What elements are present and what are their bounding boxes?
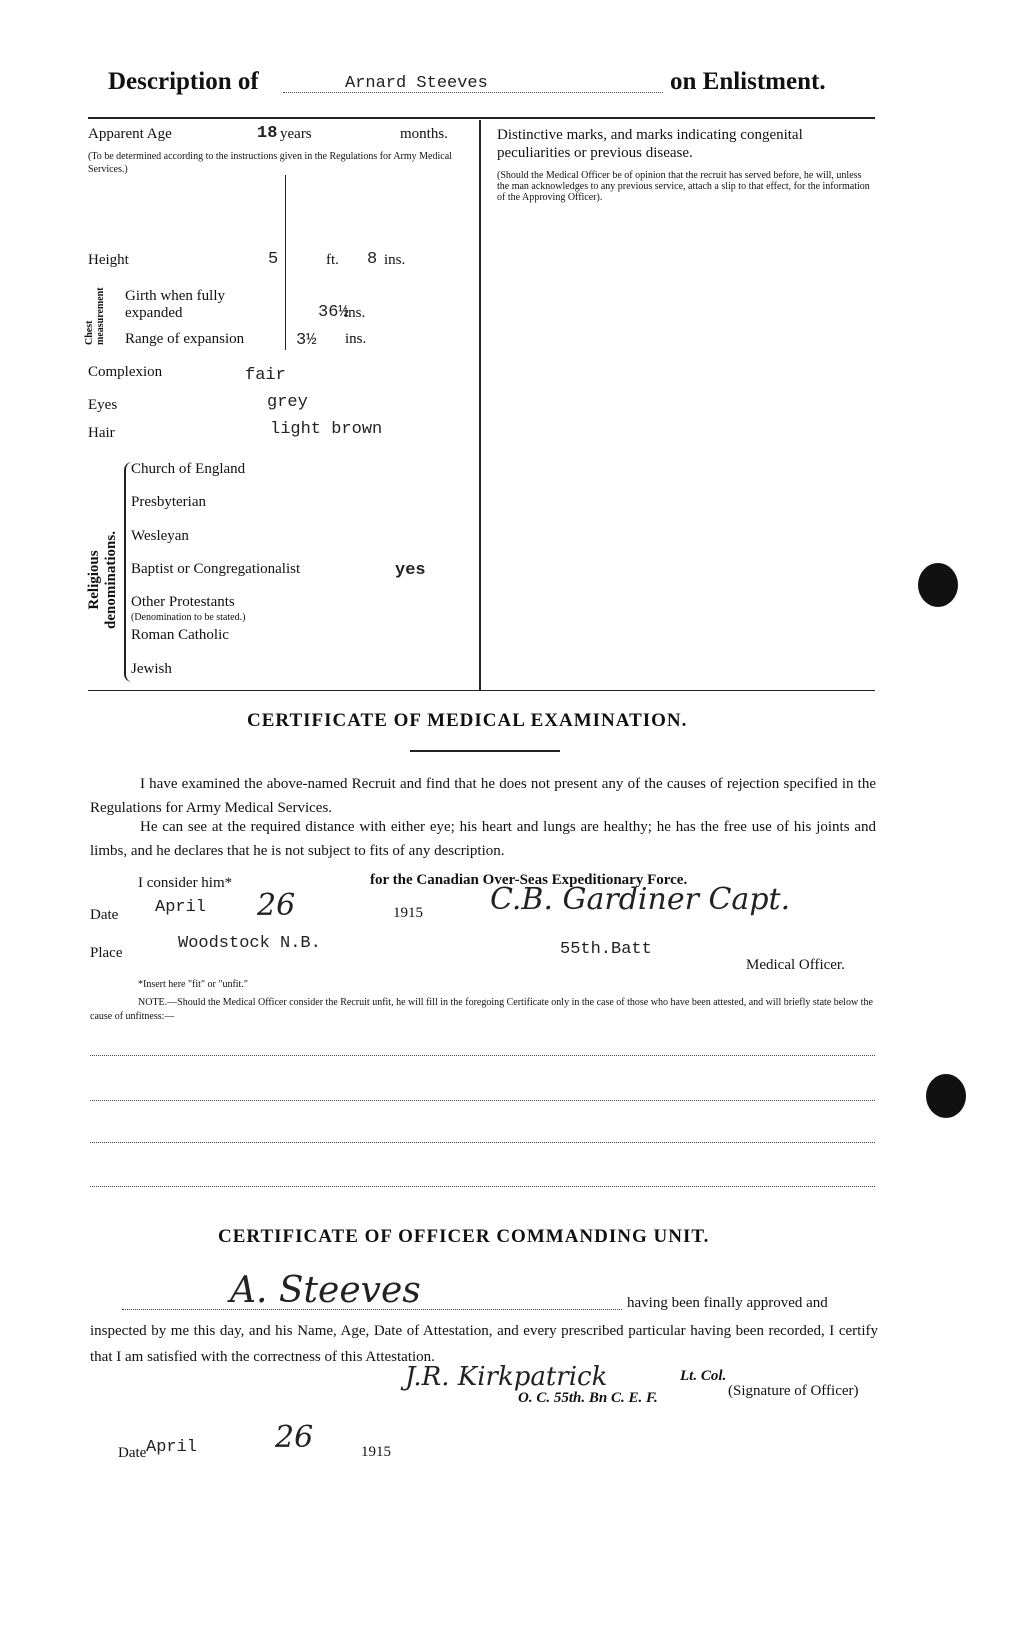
girth-value: 36½ bbox=[318, 303, 349, 322]
other-note: (Denomination to be stated.) bbox=[131, 612, 246, 623]
blank-line bbox=[90, 1142, 875, 1143]
commanding-heading: CERTIFICATE OF OFFICER COMMANDING UNIT. bbox=[218, 1226, 710, 1247]
date-day: 26 bbox=[275, 1420, 314, 1455]
place-label: Place bbox=[90, 945, 123, 961]
place-value: Woodstock N.B. bbox=[178, 934, 321, 953]
complexion-label: Complexion bbox=[88, 364, 163, 380]
religion-roman-catholic: Roman Catholic bbox=[131, 627, 229, 643]
officer-unit: O. C. 55th. Bn C. E. F. bbox=[518, 1390, 658, 1406]
consider-label: I consider him* bbox=[138, 875, 233, 891]
divider bbox=[88, 117, 875, 119]
medical-officer-label: Medical Officer. bbox=[746, 957, 845, 973]
divider bbox=[88, 690, 875, 691]
punch-hole bbox=[918, 563, 958, 607]
age-note: (To be determined according to the instructions given in the Regulations for Army Medical Services.) bbox=[88, 151, 452, 175]
signature-line bbox=[122, 1309, 622, 1310]
date-label: Date bbox=[90, 907, 119, 923]
age-value: 18 bbox=[257, 124, 278, 143]
ins-label: ins. bbox=[384, 252, 406, 268]
blank-line bbox=[90, 1100, 875, 1101]
unfit-note: NOTE.—Should the Medical Officer consider the Recruit unfit, he will fill in the foregoing Certificate only in the case of those who have been attested, and will briefly state below the cause of unfitness:— bbox=[90, 997, 873, 1022]
date-year: 1915 bbox=[393, 905, 423, 921]
recruit-signature: A. Steeves bbox=[230, 1270, 421, 1311]
title-suffix: on Enlistment. bbox=[670, 68, 826, 95]
blank-line bbox=[90, 1055, 875, 1056]
rule bbox=[410, 750, 560, 752]
officer-signature: J.R. Kirkpatrick bbox=[405, 1362, 608, 1392]
range-label: Range of expansion bbox=[125, 331, 245, 347]
range-unit: ins. bbox=[345, 331, 367, 347]
hair-value: light brown bbox=[270, 420, 383, 439]
title-prefix: Description of bbox=[108, 68, 259, 95]
date-label: Date bbox=[118, 1445, 147, 1461]
eyes-value: grey bbox=[267, 393, 308, 412]
religion-wesleyan: Wesleyan bbox=[131, 528, 189, 544]
range-value: 3½ bbox=[296, 331, 317, 350]
officer-rank: Lt. Col. bbox=[680, 1368, 727, 1384]
measure-divider bbox=[285, 175, 286, 350]
religion-label: Religious denominations. bbox=[86, 531, 119, 629]
months-label: months. bbox=[400, 126, 448, 142]
blank-line bbox=[90, 1186, 875, 1187]
girth-label: Girth when fully expanded bbox=[125, 288, 225, 322]
complexion-value: fair bbox=[245, 366, 286, 385]
medical-officer-signature: C.B. Gardiner Capt. bbox=[490, 882, 791, 917]
religion-presbyterian: Presbyterian bbox=[131, 494, 206, 510]
approved-text: having been finally approved and bbox=[627, 1295, 828, 1311]
date-month: April bbox=[155, 898, 207, 917]
years-label: years bbox=[280, 126, 312, 142]
ft-label: ft. bbox=[326, 252, 339, 268]
medical-para-1: I have examined the above-named Recruit and find that he does not present any of the causes of rejection specified in the Regulations for Army Medical Services. bbox=[90, 776, 876, 816]
religion-baptist-value: yes bbox=[395, 561, 426, 580]
medical-heading: CERTIFICATE OF MEDICAL EXAMINATION. bbox=[247, 710, 688, 731]
height-ft: 5 bbox=[268, 250, 279, 269]
height-in: 8 bbox=[367, 250, 378, 269]
marks-label: Distinctive marks, and marks indicating congenital peculiarities or previous disease. bbox=[497, 127, 803, 161]
signature-of-officer-label: (Signature of Officer) bbox=[728, 1383, 859, 1399]
religion-jewish: Jewish bbox=[131, 661, 172, 677]
date-day: 26 bbox=[257, 888, 296, 923]
column-divider bbox=[479, 120, 481, 690]
religion-baptist: Baptist or Congregationalist bbox=[131, 561, 301, 577]
religion-other: Other Protestants bbox=[131, 594, 235, 610]
date-month: April bbox=[146, 1438, 198, 1457]
punch-hole bbox=[926, 1074, 966, 1118]
chest-label: Chest measurement bbox=[84, 287, 106, 345]
commanding-para: inspected by me this day, and his Name, Age, Date of Attestation, and every prescribed particular having been recorded, I certify that I am satisfied with the correctness of this Attestation. bbox=[90, 1323, 878, 1366]
hair-label: Hair bbox=[88, 425, 115, 441]
marks-note: (Should the Medical Officer be of opinion that the recruit has served before, he will, unless the man acknowledges to any previous service, attach a slip to that effect, for the information of the Approving Officer). bbox=[497, 170, 870, 203]
medical-para-2: He can see at the required distance with either eye; his heart and lungs are healthy; he has the free use of his joints and limbs, and he declares that he is not subject to fits of any description. bbox=[90, 819, 876, 859]
insert-note: *Insert here "fit" or "unfit." bbox=[138, 979, 248, 990]
recruit-name: Arnard Steeves bbox=[345, 74, 488, 93]
age-label: Apparent Age bbox=[88, 126, 172, 142]
date-year: 1915 bbox=[361, 1444, 391, 1460]
religion-church-of-england: Church of England bbox=[131, 461, 246, 477]
force-label: for the Canadian Over-Seas Expeditionary Force. bbox=[370, 872, 688, 888]
eyes-label: Eyes bbox=[88, 397, 118, 413]
unit-value: 55th.Batt bbox=[560, 940, 652, 959]
height-label: Height bbox=[88, 252, 129, 268]
girth-unit: ins. bbox=[344, 305, 366, 321]
